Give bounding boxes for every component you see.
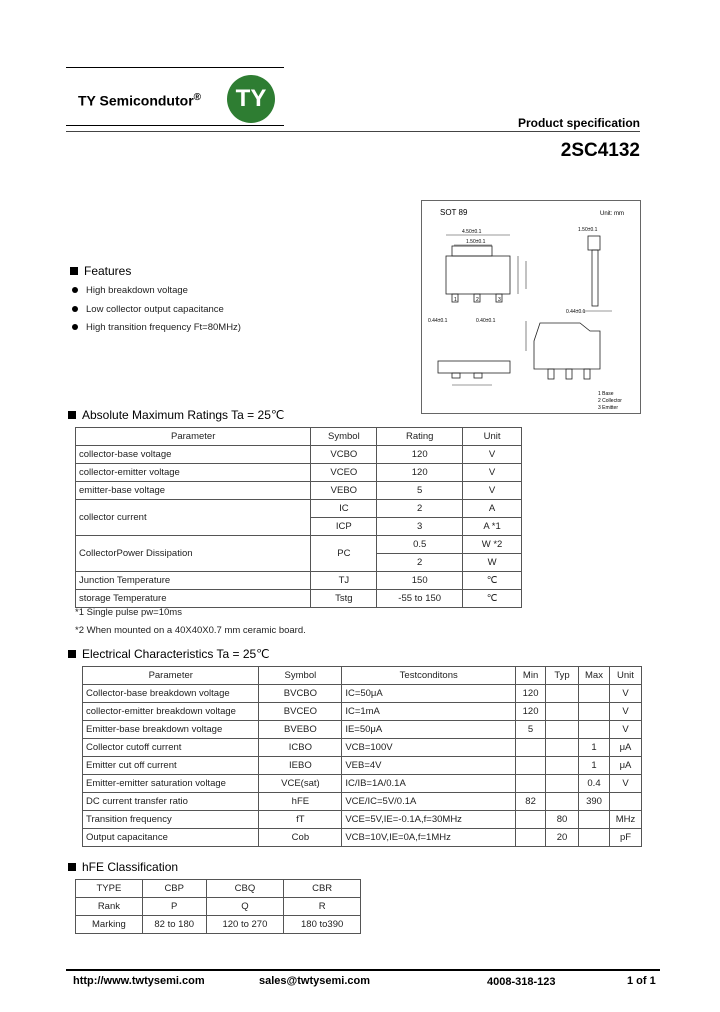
dim-label: 4.50±0.1 [462,229,482,235]
table-row: Collector-base breakdown voltage BVCBO IC=50μA 120 V [83,685,642,703]
pin-number: 1 [454,297,457,303]
table-row: Emitter-base breakdown voltage BVEBO IE=50μA 5 V [83,721,642,739]
pin-legend: 3 Emitter [598,405,619,411]
footer-website-link[interactable]: http://www.twtysemi.com [73,975,205,987]
product-spec-label: Product specification [517,116,640,130]
package-name: SOT 89 [440,208,468,217]
dim-label: 1.50±0.1 [578,227,598,233]
table-row: Junction Temperature TJ 150 ℃ [76,572,522,590]
table-row: DC current transfer ratio hFE VCE/IC=5V/0.1A 82 390 [83,793,642,811]
elec-table [82,666,642,847]
table-row: Emitter-emitter saturation voltage VCE(sat) IC/IB=1A/0.1A 0.4 V [83,775,642,793]
footer-rule [66,969,660,971]
footer-email-link[interactable]: sales@twtysemi.com [259,975,370,987]
company-logo: TY [227,75,275,123]
part-number: 2SC4132 [560,140,640,161]
features-heading: Features [70,264,131,278]
package-drawing [421,200,641,414]
brand-name: TY Semicondutor® [78,92,202,109]
table-row: Emitter cut off current IEBO VEB=4V 1 μA [83,757,642,775]
table-row: CollectorPower Dissipation PC 0.5 W *2 [76,536,522,554]
abs-max-heading: Absolute Maximum Ratings Ta = 25℃ [68,408,284,422]
table-row: collector-emitter voltage VCEO 120 V [76,464,522,482]
table-row: 2 W [76,554,522,572]
hfe-table [75,879,361,934]
feature-item: High breakdown voltage [72,285,188,296]
dim-label: 0.44±0.1 [566,309,586,315]
pin-legend: 2 Collector [598,398,622,404]
feature-item: Low collector output capacitance [72,304,224,315]
pin-number: 3 [498,297,501,303]
table-row: collector-base voltage VCBO 120 V [76,446,522,464]
package-outline-svg [422,201,640,413]
table-row: collector current IC 2 A [76,500,522,518]
header-rule-left [66,125,284,126]
table-row: ICP 3 A *1 [76,518,522,536]
page-number: 1 of 1 [627,975,656,987]
table-header-row: Parameter Symbol Testconditons Min Typ Max Unit [83,667,642,685]
table-row: collector-emitter breakdown voltage BVCEO IC=1mA 120 V [83,703,642,721]
pin-legend: 1 Base [598,391,614,397]
table-row: TYPE CBP CBQ CBR [76,880,361,898]
table-row: Transition frequency fT VCE=5V,IE=-0.1A,f=30MHz 80 MHz [83,811,642,829]
dim-label: 0.40±0.1 [476,318,496,324]
footnote: *1 Single pulse pw=10ms [75,607,182,618]
footnote: *2 When mounted on a 40X40X0.7 mm ceramic board. [75,625,306,636]
table-row: Collector cutoff current ICBO VCB=100V 1 μA [83,739,642,757]
table-row: Marking 82 to 180 120 to 270 180 to390 [76,916,361,934]
table-row: storage Temperature Tstg -55 to 150 ℃ [76,590,522,608]
dim-label: 1.50±0.1 [466,239,486,245]
header-rule [66,131,640,132]
table-row: emitter-base voltage VEBO 5 V [76,482,522,500]
package-unit: Unit: mm [600,211,624,217]
table-header-row: Parameter Symbol Rating Unit [76,428,522,446]
pin-number: 2 [476,297,479,303]
abs-max-table [75,427,522,608]
dim-label: 0.44±0.1 [428,318,448,324]
elec-heading: Electrical Characteristics Ta = 25℃ [68,647,270,661]
table-row: Rank P Q R [76,898,361,916]
feature-item: High transition frequency Ft=80MHz) [72,322,241,333]
table-row: Output capacitance Cob VCB=10V,IE=0A,f=1MHz 20 pF [83,829,642,847]
footer-phone: 4008-318-123 [487,976,556,988]
header-rule-top [66,67,284,68]
hfe-heading: hFE Classification [68,860,178,874]
